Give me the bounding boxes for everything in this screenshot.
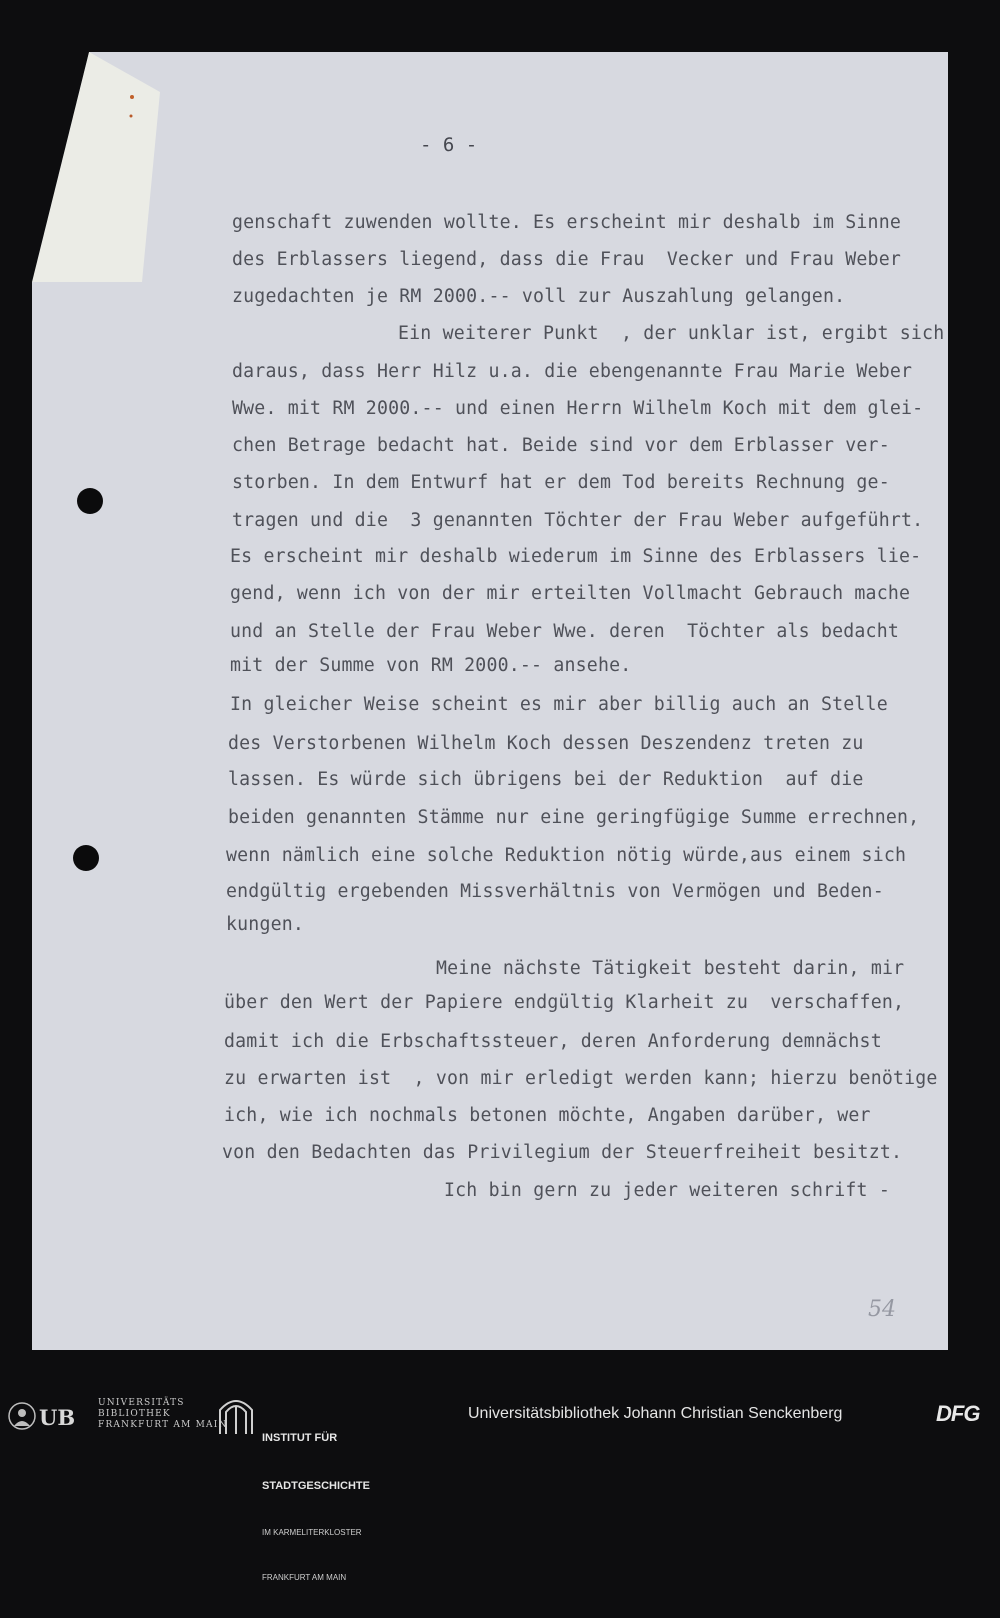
text-line: genschaft zuwenden wollte. Es erscheint mir deshalb im Sinne	[232, 212, 901, 233]
footer-bar	[0, 1390, 1000, 1582]
text-line: endgültig ergebenden Missverhältnis von Vermögen und Beden-	[226, 881, 884, 902]
text-line: des Erblassers liegend, dass die Frau Vecker und Frau Weber	[232, 249, 901, 270]
library-title: Universitätsbibliothek Johann Christian Senckenberg	[468, 1405, 843, 1422]
text-line: Es erscheint mir deshalb wiederum im Sinne des Erblassers lie-	[230, 546, 922, 567]
text-line: wenn nämlich eine solche Reduktion nötig würde,aus einem sich	[226, 845, 907, 866]
text-line: Ein weiterer Punkt , der unklar ist, ergibt sich	[398, 323, 945, 344]
text-line: In gleicher Weise scheint es mir aber billig auch an Stelle	[230, 694, 888, 715]
text-line: zugedachten je RM 2000.-- voll zur Auszahlung gelangen.	[232, 286, 846, 307]
text-line: über den Wert der Papiere endgültig Klarheit zu verschaffen,	[224, 992, 905, 1013]
text-line: daraus, dass Herr Hilz u.a. die ebengenannte Frau Marie Weber	[232, 361, 913, 382]
text-line: von den Bedachten das Privilegium der Steuerfreiheit besitzt.	[222, 1142, 903, 1163]
isg-line-2: STADTGESCHICHTE	[262, 1480, 370, 1492]
page-number: - 6 -	[420, 134, 478, 156]
text-line: ich, wie ich nochmals betonen möchte, Angaben darüber, wer	[224, 1105, 871, 1126]
isg-line-4: FRANKFURT AM MAIN	[262, 1573, 347, 1582]
ub-name: UNIVERSITÄTS BIBLIOTHEK FRANKFURT AM MAIN	[98, 1398, 228, 1430]
text-line: Ich bin gern zu jeder weiteren schrift -	[444, 1180, 890, 1201]
isg-line-3: IM KARMELITERKLOSTER	[262, 1528, 362, 1537]
text-line: zu erwarten ist , von mir erledigt werden kann; hierzu benötige	[224, 1068, 938, 1089]
text-line: mit der Summe von RM 2000.-- ansehe.	[230, 655, 632, 676]
text-line: Meine nächste Tätigkeit besteht darin, mir	[436, 958, 905, 979]
text-line: Wwe. mit RM 2000.-- und einen Herrn Wilhelm Koch mit dem glei-	[232, 398, 924, 419]
isg-logo-icon	[216, 1396, 256, 1434]
folded-corner	[32, 52, 162, 282]
ub-mark: UB	[39, 1405, 76, 1430]
pencil-page-note: 54	[868, 1297, 896, 1322]
text-line: storben. In dem Entwurf hat er dem Tod bereits Rechnung ge-	[232, 472, 890, 493]
text-line: chen Betrage bedacht hat. Beide sind vor dem Erblasser ver-	[232, 435, 890, 456]
text-line: lassen. Es würde sich übrigens bei der Reduktion auf die	[228, 769, 864, 790]
isg-name	[262, 1396, 370, 1618]
punch-hole-bottom	[73, 845, 99, 871]
text-line: beiden genannten Stämme nur eine geringfügige Summe errechnen,	[228, 807, 920, 828]
text-line: tragen und die 3 genannten Töchter der Frau Weber aufgeführt.	[232, 510, 924, 531]
text-line: des Verstorbenen Wilhelm Koch dessen Deszendenz treten zu	[228, 733, 864, 754]
ub-logo-icon	[8, 1400, 96, 1432]
text-line: gend, wenn ich von der mir erteilten Vollmacht Gebrauch mache	[230, 583, 911, 604]
dfg-logo: DFG	[936, 1401, 980, 1426]
punch-hole-top	[77, 488, 103, 514]
text-line: damit ich die Erbschaftssteuer, deren Anforderung demnächst	[224, 1031, 882, 1052]
text-line: und an Stelle der Frau Weber Wwe. deren Töchter als bedacht	[230, 621, 899, 642]
isg-line-1: INSTITUT FÜR	[262, 1432, 338, 1444]
text-line: kungen.	[226, 914, 305, 935]
